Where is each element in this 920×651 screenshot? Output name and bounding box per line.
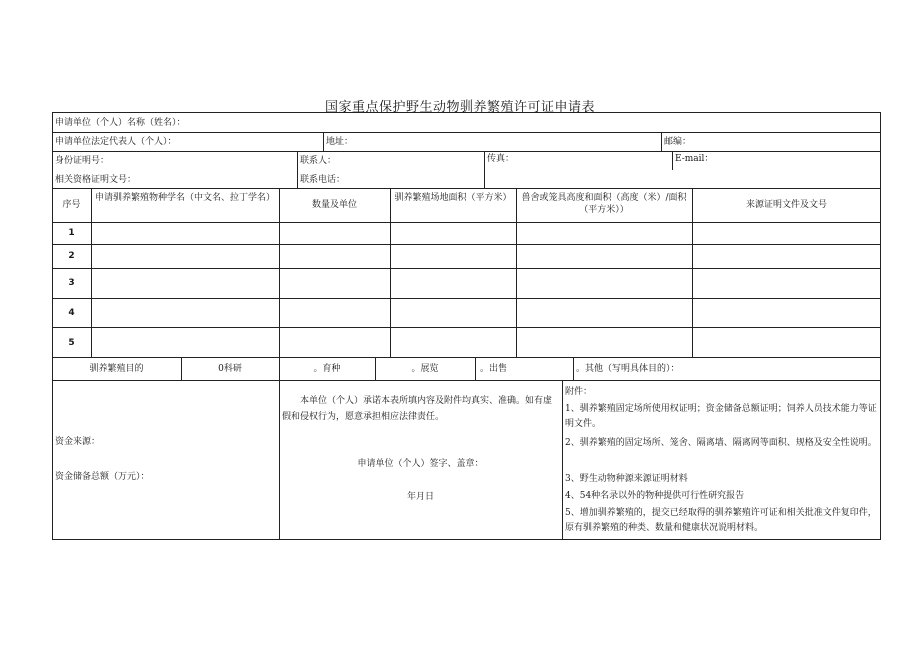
attachment-item: 1、驯养繁殖固定场所使用权证明；资金储备总额证明；饲养人员技术能力等证明文件。 xyxy=(565,404,877,429)
rule xyxy=(672,151,673,170)
purpose-option-exhibition[interactable]: 。展览 xyxy=(411,364,439,374)
row-number: 4 xyxy=(68,308,75,318)
attachment-item: 4、54种名录以外的物种提供可行性研究报告 xyxy=(565,491,745,501)
rule xyxy=(52,222,881,223)
purpose-option-other[interactable]: 。其他（写明具体目的）： xyxy=(576,364,680,374)
row-number: 1 xyxy=(68,228,75,238)
rule xyxy=(661,132,662,151)
rule xyxy=(562,380,563,540)
purpose-option-breeding[interactable]: 。育种 xyxy=(313,364,341,374)
rule xyxy=(297,151,298,188)
rule xyxy=(91,188,92,357)
rule xyxy=(390,188,391,357)
rule xyxy=(52,327,881,328)
row-number: 3 xyxy=(68,278,75,288)
rule xyxy=(52,357,881,358)
rule xyxy=(692,188,693,357)
rule xyxy=(52,380,881,381)
rule xyxy=(484,151,485,188)
rule xyxy=(52,132,881,133)
purpose-option-sale[interactable]: 。出售 xyxy=(480,364,508,374)
header-cage: 兽舍或笼具高度和面积（高度（米）/面积（平方米）） xyxy=(521,193,687,215)
header-seq: 序号 xyxy=(62,200,81,210)
rule xyxy=(52,151,881,152)
rule xyxy=(573,357,574,380)
header-species: 申请驯养繁殖物种学名（中文名、拉丁学名） xyxy=(94,193,275,203)
applicant-name-label: 申请单位（个人）名称（姓名）： xyxy=(55,118,186,128)
row-number: 5 xyxy=(68,338,75,348)
qualification-label: 相关资格证明文号： xyxy=(55,175,137,185)
declaration-text: 本单位（个人）承诺本表所填内容及附件均真实、准确。如有虚假和侵权行为，愿意承担相应法律责任。 xyxy=(282,396,553,422)
rule xyxy=(52,268,881,269)
purpose-label: 驯养繁殖目的 xyxy=(89,364,144,374)
header-quantity: 数量及单位 xyxy=(311,200,357,210)
address-label: 地址： xyxy=(326,137,354,147)
legal-rep-label: 申请单位法定代表人（个人）： xyxy=(55,137,177,147)
id-number-label: 身份证明号： xyxy=(55,156,110,166)
postcode-label: 邮编： xyxy=(664,137,692,147)
contact-phone-label: 联系电话： xyxy=(300,175,346,185)
header-area: 驯养繁殖场地面积（平方米） xyxy=(394,193,512,203)
form-title: 国家重点保护野生动物驯养繁殖许可证申请表 xyxy=(324,100,595,115)
rule xyxy=(516,188,517,357)
rule xyxy=(323,132,324,151)
rule xyxy=(475,357,476,380)
fund-reserve-label: 资金储备总额（万元）： xyxy=(55,472,150,482)
attachment-item: 5、增加驯养繁殖的，提交已经取得的驯养繁殖许可证和相关批准文件复印件，原有驯养繁殖的种类、数量和健康状况说明材料。 xyxy=(565,508,877,533)
rule xyxy=(52,298,881,299)
attachment-item: 3、野生动物种源来源证明材料 xyxy=(565,474,688,484)
attachments-heading: 附件： xyxy=(565,387,593,397)
purpose-option-research[interactable]: 0科研 xyxy=(218,364,242,374)
row-number: 2 xyxy=(68,251,75,261)
attachment-item: 2、驯养繁殖的固定场所、笼舍、隔离墙、隔离网等面积、规格及安全性说明。 xyxy=(565,438,877,448)
header-source: 来源证明文件及文号 xyxy=(745,200,827,210)
rule xyxy=(52,244,881,245)
rule xyxy=(52,188,881,189)
fax-label: 传真： xyxy=(487,154,515,164)
signature-label: 申请单位（个人）签字、盖章： xyxy=(357,459,484,469)
contact-person-label: 联系人： xyxy=(300,156,337,166)
date-label: 年月日 xyxy=(406,492,434,502)
email-label: E-mail： xyxy=(675,154,714,164)
rule xyxy=(279,188,280,357)
fund-source-label: 资金来源： xyxy=(55,437,101,447)
